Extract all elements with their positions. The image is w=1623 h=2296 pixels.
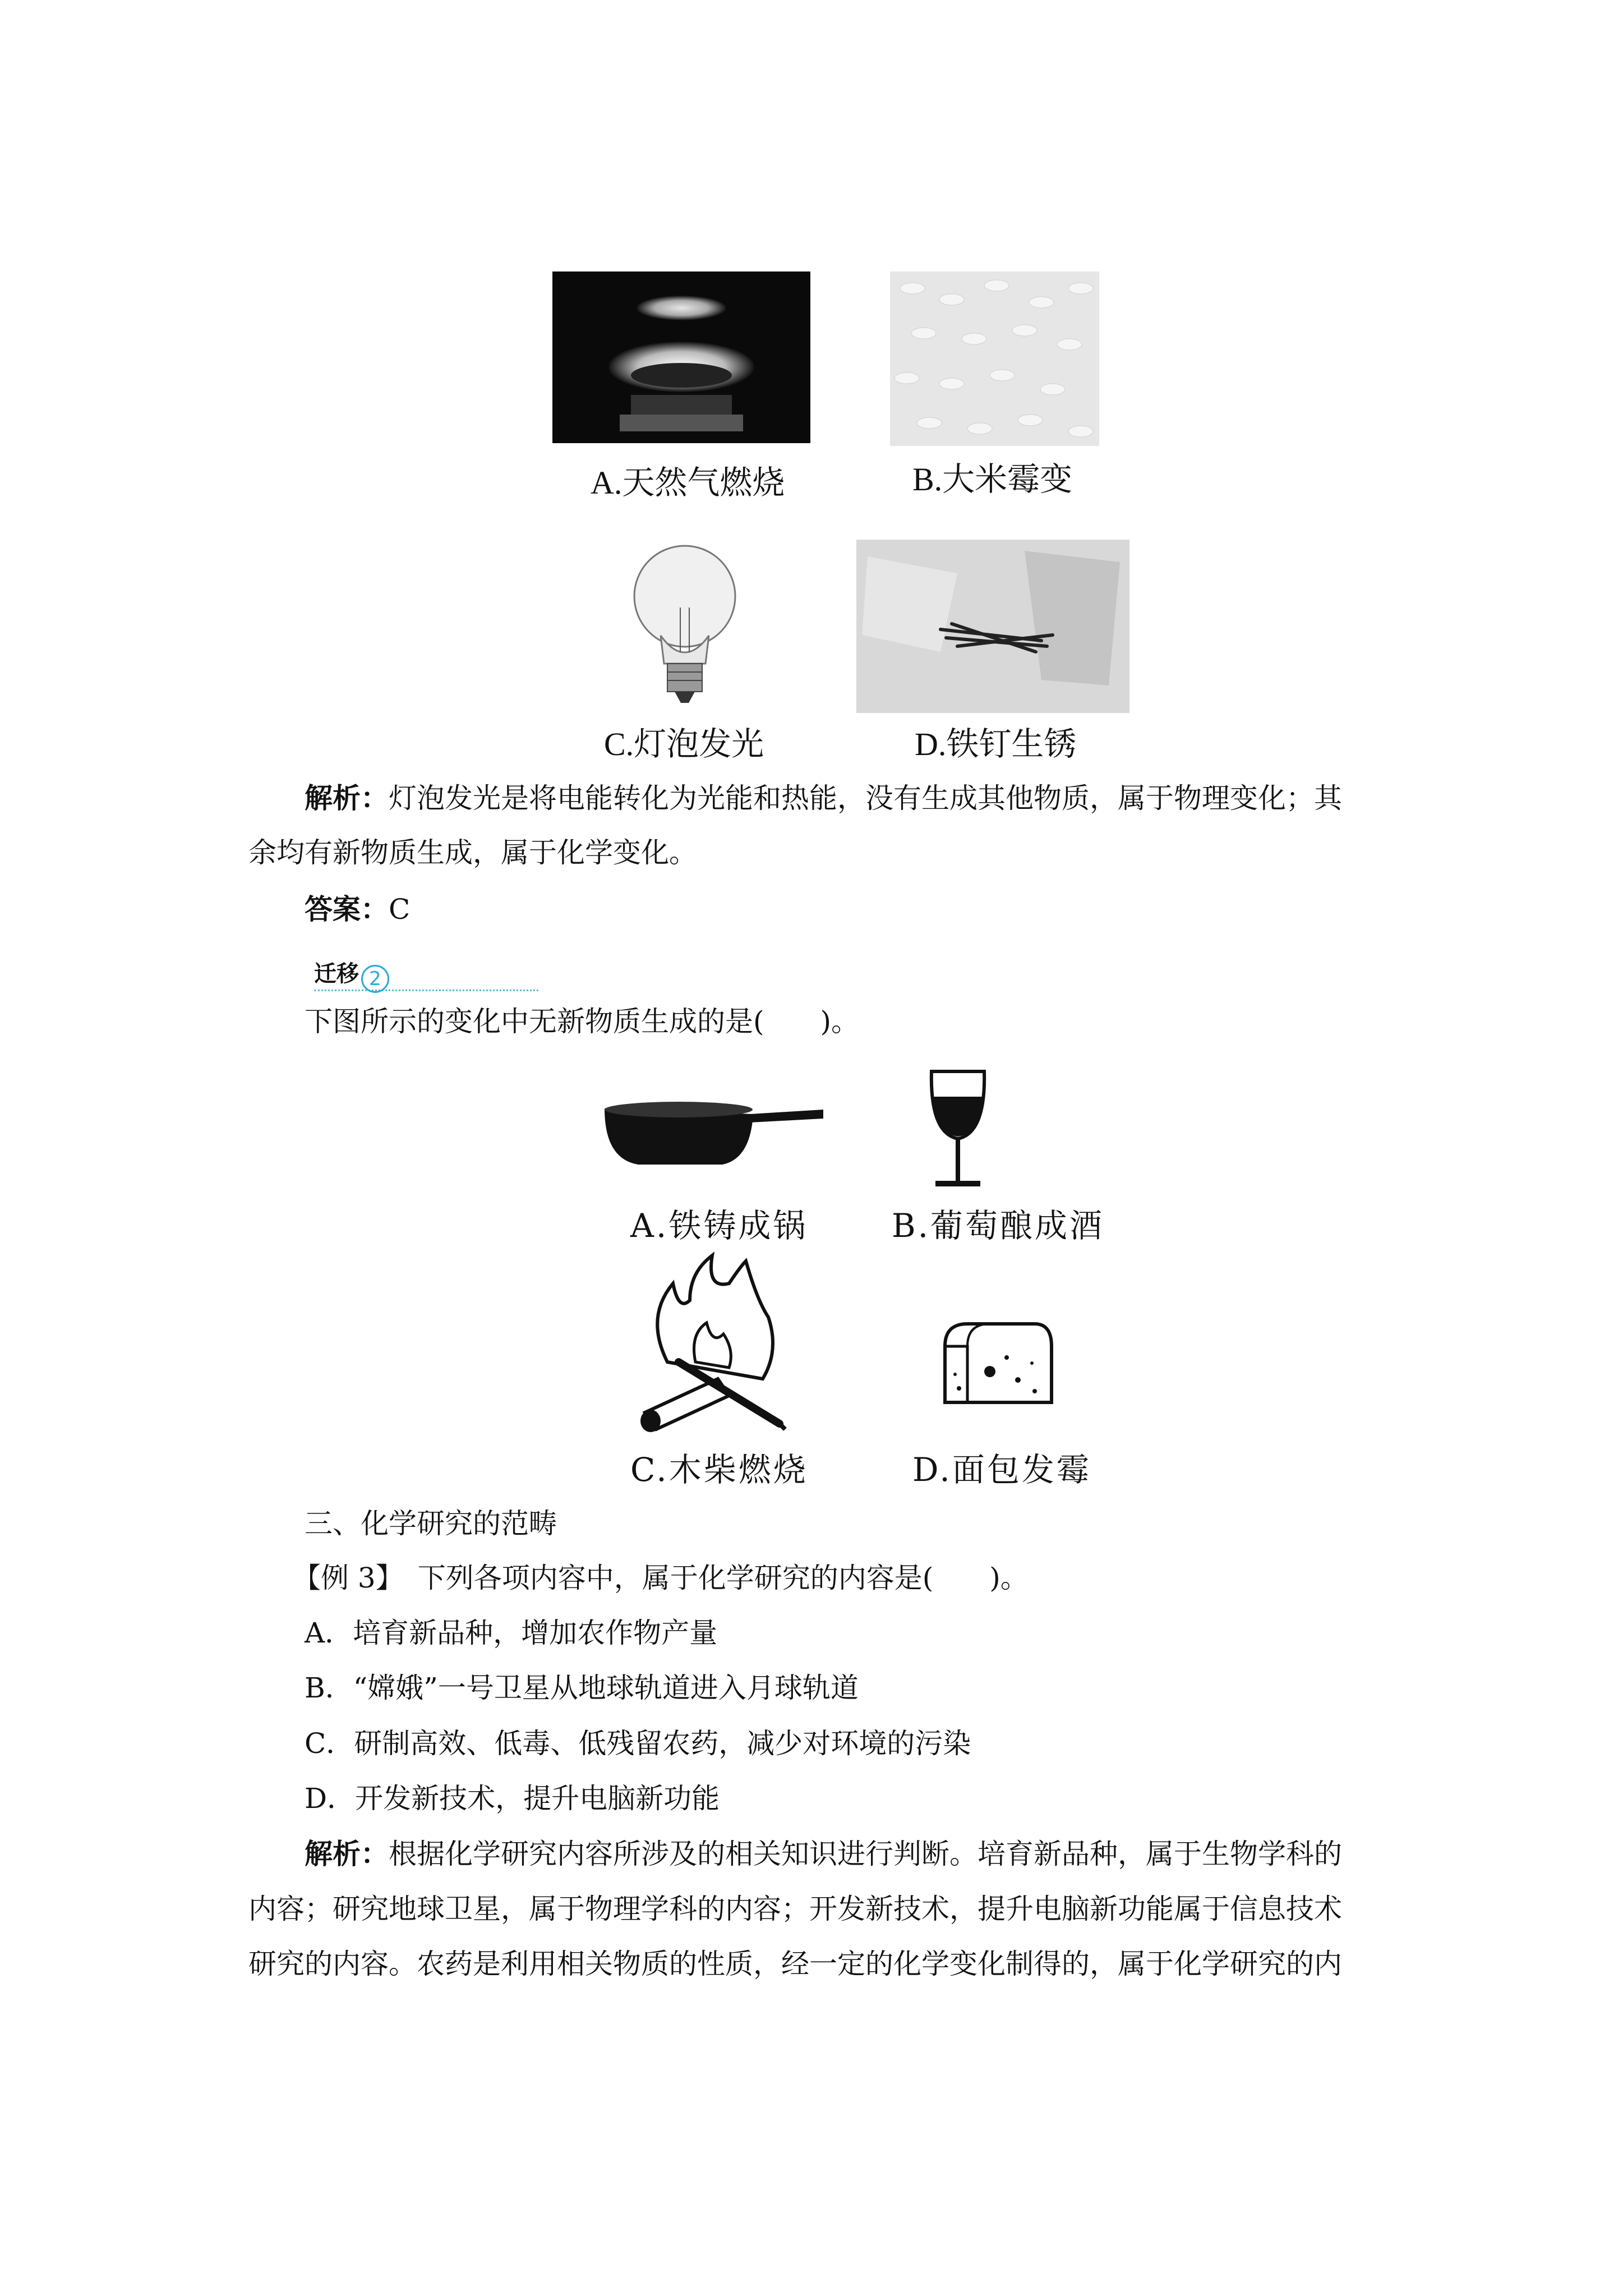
answer1-label: 答案： [305,892,389,926]
section3-heading: 三、化学研究的范畴 [305,1507,557,1540]
figure1-caption-b: B.大米霉变 [912,461,1073,498]
figure2-caption-d: D.面包发霉 [912,1451,1091,1489]
figure2-caption-b: B.葡萄酿成酒 [892,1207,1105,1245]
wine-glass-drawing [927,1066,989,1195]
example3-option-c: C．研制高效、低毒、低残留农药，减少对环境的污染 [305,1727,971,1760]
figure1-caption-a: A.天然气燃烧 [591,464,785,501]
gas-flame-photo [552,272,810,443]
frying-pan-drawing [599,1097,826,1170]
rice-photo [890,272,1099,446]
explanation3-line2: 内容；研究地球卫星，属于物理学科的内容；开发新技术，提升电脑新功能属于信息技术 [248,1893,1342,1925]
migrate-label: 迁移 [314,960,359,987]
example3-text: 下列各项内容中，属于化学研究的内容是( )。 [417,1562,1029,1594]
explanation1-line1 [305,780,1342,817]
explanation1-line2: 余均有新物质生成，属于化学变化。 [248,836,697,869]
explanation3-line1 [305,1835,1342,1872]
figure2-caption-a: A.铁铸成锅 [630,1207,808,1245]
explanation3-line3: 研究的内容。农药是利用相关物质的性质，经一定的化学变化制得的，属于化学研究的内 [248,1948,1342,1980]
answer1-value: C [389,893,411,926]
figure1-caption-c: C.灯泡发光 [604,726,764,762]
burning-wood-drawing [634,1250,791,1435]
example3-option-d: D．开发新技术，提升电脑新功能 [305,1782,720,1815]
moldy-bread-drawing [934,1318,1058,1411]
explanation3-text1: 根据化学研究内容所涉及的相关知识进行判断。培育新品种，属于生物学科的 [389,1838,1342,1870]
migrate-header [314,956,538,991]
example3-option-b: B．“嫦娥”一号卫星从地球轨道进入月球轨道 [305,1672,859,1704]
migrate-number-badge: 2 [361,965,389,993]
explanation3-label: 解析： [305,1837,389,1870]
figure2-caption-c: C.木柴燃烧 [630,1451,808,1489]
figure1-caption-d: D.铁钉生锈 [915,726,1077,762]
example3-line [293,1559,1029,1596]
question2-text: 下图所示的变化中无新物质生成的是( )。 [305,1005,860,1038]
light-bulb-photo [627,540,743,708]
answer1-line [305,891,410,928]
rusty-nails-photo [856,540,1129,713]
explanation1-label: 解析： [305,781,389,815]
example3-label: 【例 3】 [293,1562,390,1594]
example3-option-a: A．培育新品种，增加农作物产量 [305,1617,718,1649]
explanation1-text1: 灯泡发光是将电能转化为光能和热能，没有生成其他物质，属于物理变化；其 [389,782,1342,815]
